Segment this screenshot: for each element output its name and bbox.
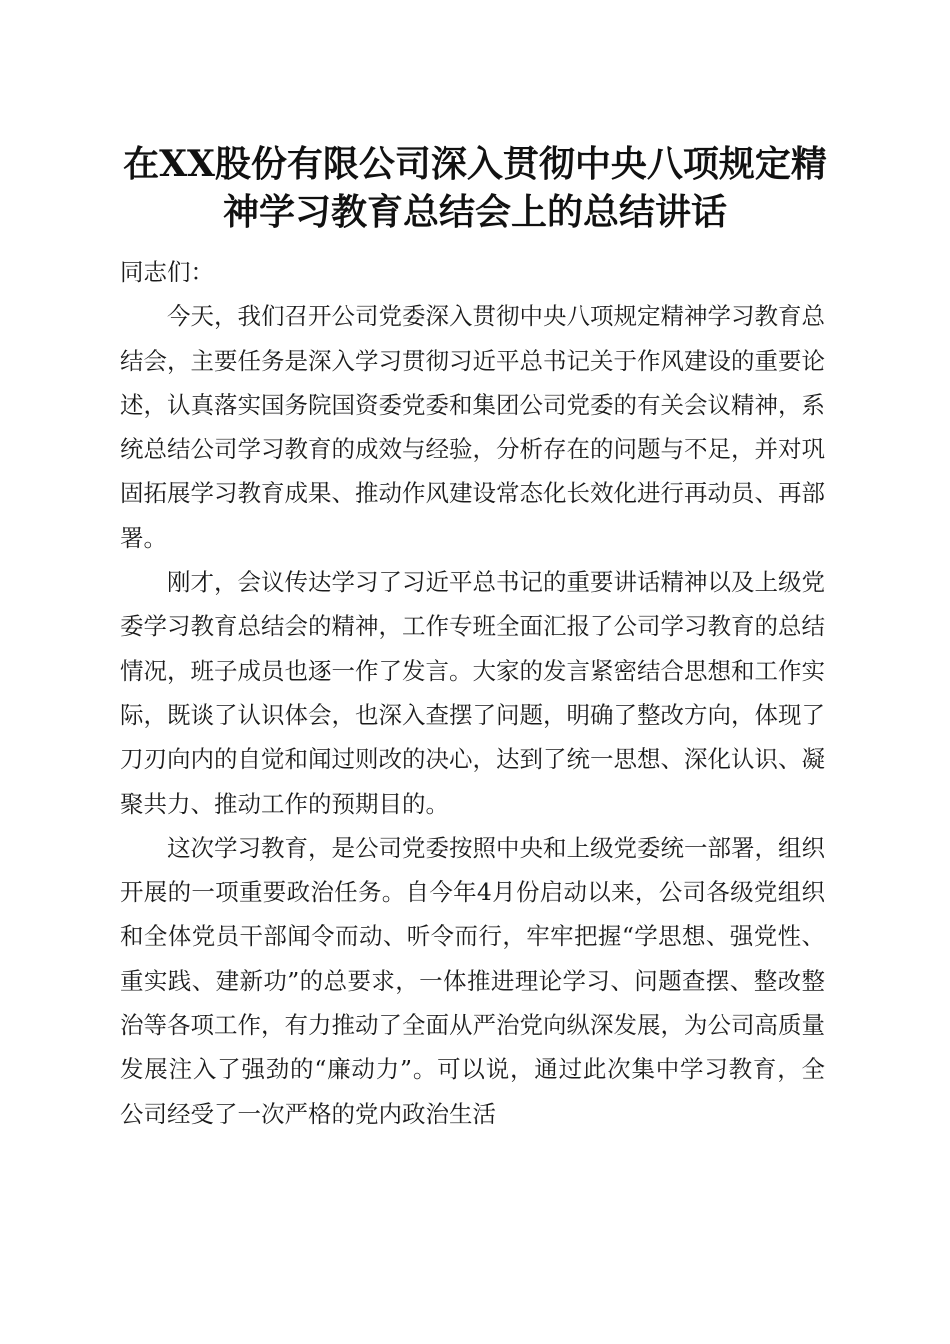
paragraph-2: 刚才，会议传达学习了习近平总书记的重要讲话精神以及上级党委学习教育总结会的精神，工作专班全面汇报了公司学习教育的总结情况，班子成员也逐一作了发言。大家的发言紧密结合思想和工作实际，既谈了认识体会，也深入查摆了问题，明确了整改方向，体现了刀刃向内的自觉和闻过则改的决心，达到了统一思想、深化认识、凝聚共力、推动工作的预期目的。 bbox=[120, 568, 825, 818]
document-body bbox=[120, 250, 825, 1136]
title-line-2: 神学习教育总结会上的总结讲话 bbox=[222, 191, 727, 233]
paragraph-3: 这次学习教育，是公司党委按照中央和上级党委统一部署，组织开展的一项重要政治任务。自今年4月份启动以来，公司各级党组织和全体党员干部闻令而动、听令而行，牢牢把握“学思想、强党性、重实践、建新功”的总要求，一体推进理论学习、问题查摆、整改整治等各项工作，有力推动了全面从严治党向纵深发展，为公司高质量发展注入了强劲的“廉动力”。可以说，通过此次集中学习教育，全公司经受了一次严格的党内政治生活 bbox=[120, 833, 825, 1128]
paragraph-1: 今天，我们召开公司党委深入贯彻中央八项规定精神学习教育总结会，主要任务是深入学习贯彻习近平总书记关于作风建设的重要论述，认真落实国务院国资委党委和集团公司党委的有关会议精神，系统总结公司学习教育的成效与经验，分析存在的问题与不足，并对巩固拓展学习教育成果、推动作风建设常态化长效化进行再动员、再部署。 bbox=[120, 302, 825, 552]
document-title bbox=[100, 140, 850, 236]
title-line-1: 在XX股份有限公司深入贯彻中央八项规定精 bbox=[123, 143, 827, 185]
salutation: 同志们： bbox=[120, 258, 214, 286]
